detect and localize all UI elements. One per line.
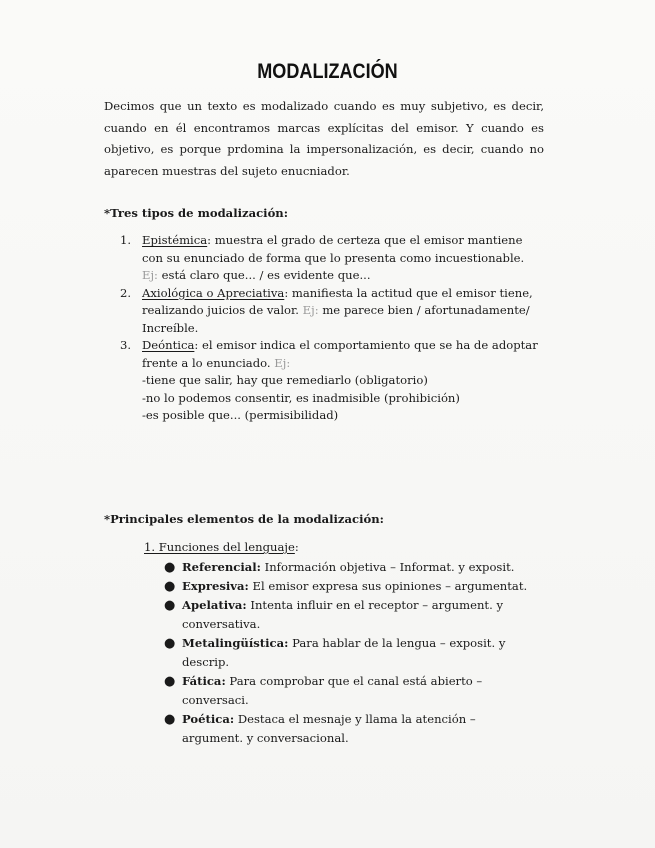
function-name: Metalingüística: xyxy=(182,636,289,650)
list-item xyxy=(160,710,540,748)
function-desc: Información objetiva – Informat. y exposit. xyxy=(264,560,515,574)
item-number: 3. xyxy=(120,338,132,352)
bullet-icon: ● xyxy=(164,560,176,575)
item-text: : el emisor indica el comportamiento que se ha de adoptar frente a lo enunciado. xyxy=(142,338,538,370)
list-item xyxy=(160,577,540,596)
item-text: : manifiesta la actitud que el emisor tiene, realizando juicios de valor. xyxy=(142,285,533,317)
list-item xyxy=(160,672,540,710)
ej-label: Ej: xyxy=(142,268,158,282)
intro-paragraph: Decimos que un texto es modalizado cuando es muy subjetivo, es decir, cuando en él encontramos marcas explícitas del emisor. Y cuando es objetivo, es porque prdomina la impersonalización, es decir, cuando no aparecen muestras del sujeto enucniador. xyxy=(104,99,544,178)
bullet-icon: ● xyxy=(164,579,176,594)
functions-subheading xyxy=(144,540,299,554)
function-desc: Destaca el mesnaje y llama la atención – argument. y conversacional. xyxy=(182,712,476,745)
item-example: me parece bien / afortunadamente/ Increíble. xyxy=(142,303,530,335)
item-number: 2. xyxy=(120,285,132,300)
function-desc: Intenta influir en el receptor – argument. y conversativa. xyxy=(182,598,504,631)
list-item xyxy=(160,596,540,634)
function-desc: Para hablar de la lengua – exposit. y descrip. xyxy=(182,636,506,669)
item-text: : muestra el grado de certeza que el emisor mantiene con su enunciado de forma que lo presenta como incuestionable. xyxy=(142,233,525,265)
item-example: está claro que... / es evidente que... xyxy=(161,268,371,282)
subheading-colon: : xyxy=(294,540,299,554)
function-name: Expresiva: xyxy=(182,579,249,593)
list-item xyxy=(160,634,540,672)
bullet-icon: ● xyxy=(164,636,176,651)
list-item xyxy=(160,558,540,577)
list-item xyxy=(120,285,540,338)
function-desc: Para comprobar que el canal está abierto – conversaci. xyxy=(182,674,483,707)
functions-list xyxy=(160,558,540,748)
bullet-icon: ● xyxy=(164,712,176,727)
function-name: Apelativa: xyxy=(182,598,247,612)
function-desc: El emisor expresa sus opiniones – argumentat. xyxy=(252,579,528,593)
function-name: Fática: xyxy=(182,674,226,688)
item-number: 1. xyxy=(120,233,132,247)
ej-label: Ej: xyxy=(274,355,291,370)
section1-heading: *Tres tipos de modalización: xyxy=(104,206,289,220)
functions-subheading-text: 1. Funciones del lenguaje xyxy=(144,540,295,554)
item-term: Axiológica o Apreciativa xyxy=(142,285,285,300)
item-term: Epistémica xyxy=(142,233,208,247)
ej-label: Ej: xyxy=(302,303,319,317)
example-line: -tiene que salir, hay que remediarlo (obligatorio) xyxy=(142,373,428,387)
bullet-icon: ● xyxy=(164,598,176,613)
section2-heading: *Principales elementos de la modalización: xyxy=(104,512,384,526)
page-title: MODALIZACIÓN xyxy=(257,60,398,83)
modalization-types-list xyxy=(120,232,540,425)
item-term: Deóntica xyxy=(142,338,195,352)
example-line: -es posible que... (permisibilidad) xyxy=(142,408,339,422)
function-name: Referencial: xyxy=(182,560,261,574)
bullet-icon: ● xyxy=(164,674,176,689)
list-item xyxy=(120,337,540,425)
function-name: Poética: xyxy=(182,712,235,726)
example-line: -no lo podemos consentir, es inadmisible (prohibición) xyxy=(142,390,460,405)
list-item xyxy=(120,232,540,285)
